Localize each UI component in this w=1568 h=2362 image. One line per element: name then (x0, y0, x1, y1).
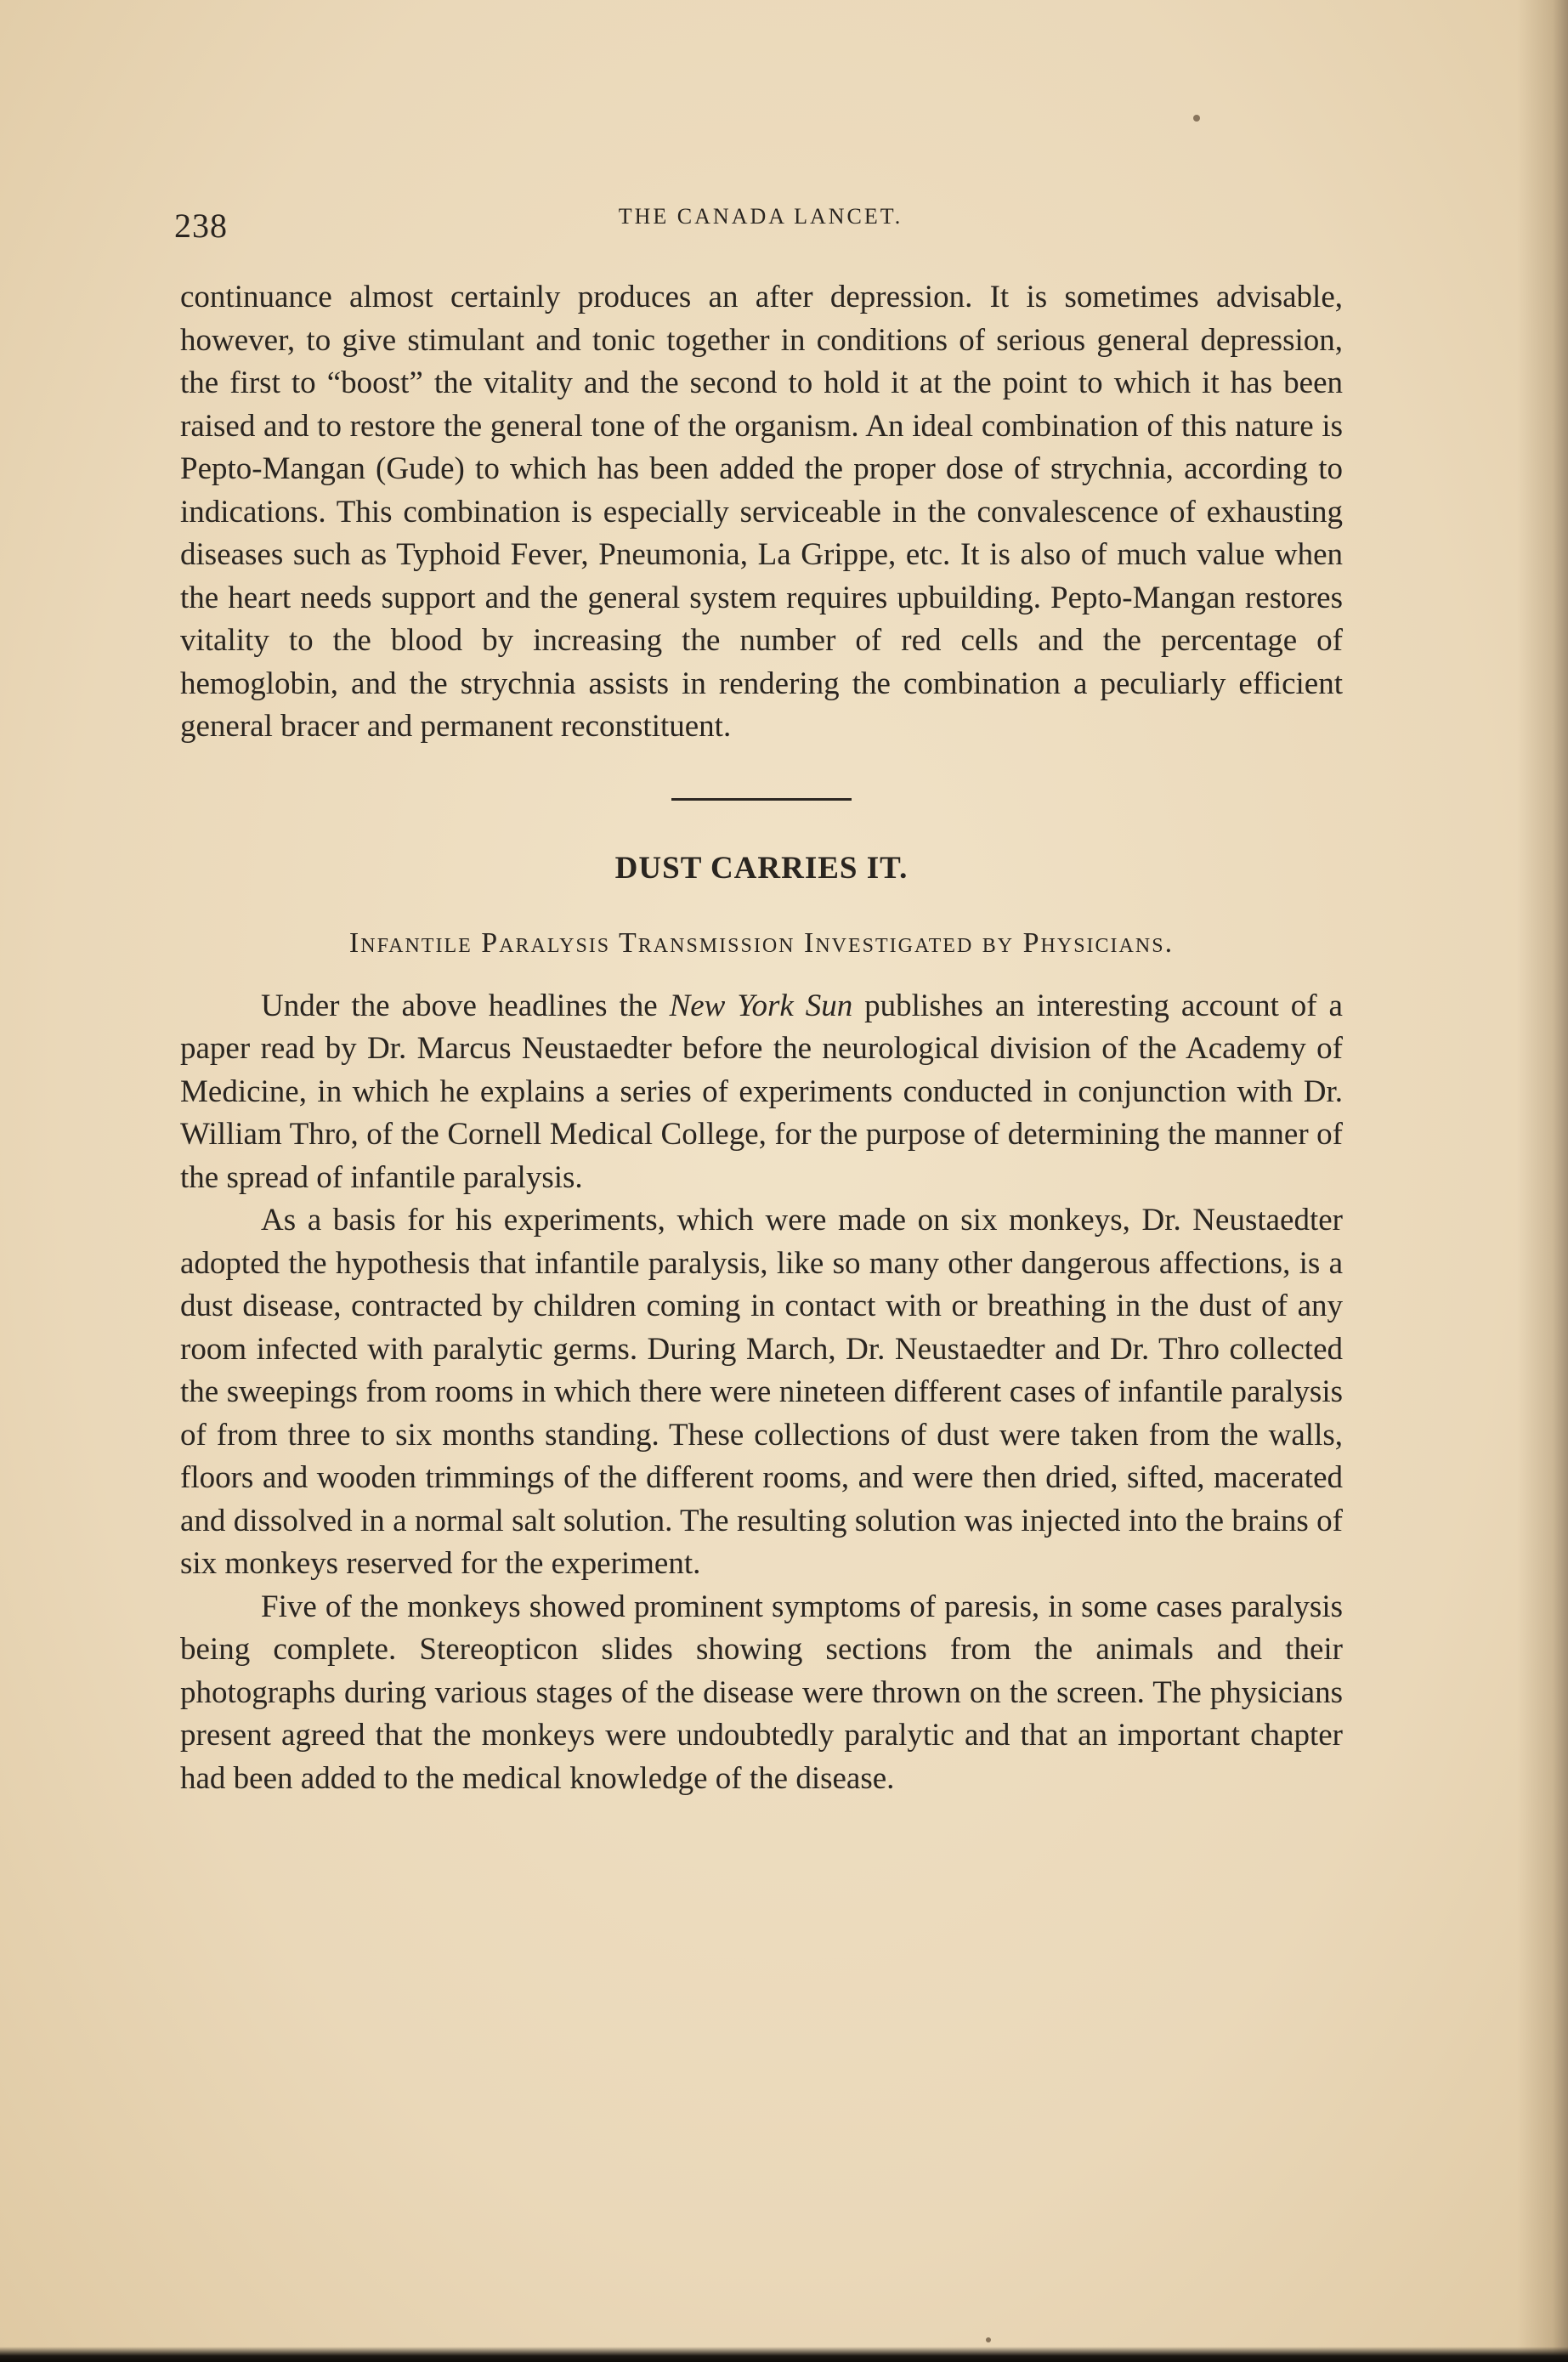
page-edge-shadow (1517, 0, 1568, 2362)
newspaper-name: New York Sun (669, 988, 853, 1023)
article-title: DUST CARRIES IT. (614, 850, 909, 886)
article-subtitle: Infantile Paralysis Transmission Investigated by Physicians. (348, 926, 1175, 959)
para1-text-start: Under the above headlines the (261, 988, 670, 1023)
paper-speck (1193, 115, 1200, 122)
page-header (174, 197, 1339, 248)
running-head: THE CANADA LANCET. (618, 204, 903, 229)
page-bottom-edge (0, 2347, 1568, 2362)
article-paragraph-1 (180, 985, 1343, 1200)
article-body (180, 985, 1343, 1801)
article-paragraph-2: As a basis for his experiments, which were made on six monkeys, Dr. Neustaedter adopted the hypothesis that infantile paralysis, like so many other dangerous affections, is a dust disease, contracted by children coming in contact with or breathing in the dust of any room infected with paralytic germs. During March, Dr. Neustaedter and Dr. Thro collected the sweepings from rooms in which there were nineteen different cases of infantile paralysis of from three to six months standing. These collections of dust were taken from the walls, floors and wooden trimmings of the different rooms, and were then dried, sifted, macerated and dissolved in a normal salt solution. The resulting solution was injected into the brains of six monkeys reserved for the experiment. (180, 1203, 1343, 1581)
article-paragraph-3: Five of the monkeys showed prominent symptoms of paresis, in some cases paralysis being complete. Stereopticon slides showing sections from the animals and their photographs during various stages of the disease were thrown on the screen. The physicians present agreed that the monkeys were undoubtedly paralytic and that an important chapter had been added to the medical knowledge of the disease. (180, 1589, 1343, 1796)
intro-paragraph: continuance almost certainly produces an after depression. It is sometimes advisable, however, to give stimulant and tonic together in conditions of serious general depression, the first to “boost” the vitality and the second to hold it at the point to which it has been raised and to restore the general tone of the organism. An ideal combination of this nature is Pepto-Mangan (Gude) to which has been added the proper dose of strychnia, according to indications. This combination is especially serviceable in the convalescence of exhausting diseases such as Typhoid Fever, Pneumonia, La Grippe, etc. It is also of much value when the heart needs support and the general system requires upbuilding. Pepto-Mangan restores vitality to the blood by increasing the number of red cells and the percentage of hemoglobin, and the strychnia assists in rendering the combination a peculiarly efficient general bracer and permanent reconstituent. (180, 280, 1343, 744)
paper-speck (986, 2337, 991, 2342)
page-number: 238 (174, 207, 228, 245)
page-content (180, 276, 1343, 1800)
section-divider (671, 798, 852, 801)
para1-text-end: publishes an interesting account of a paper read by Dr. Marcus Neustaedter before the neurological division of the Academy of Medicine, in which he explains a series of experiments conducted in conjunction with Dr. William Thro, of the Cornell Medical College, for the purpose of determining the manner of the spread of infantile paralysis. (180, 988, 1343, 1195)
